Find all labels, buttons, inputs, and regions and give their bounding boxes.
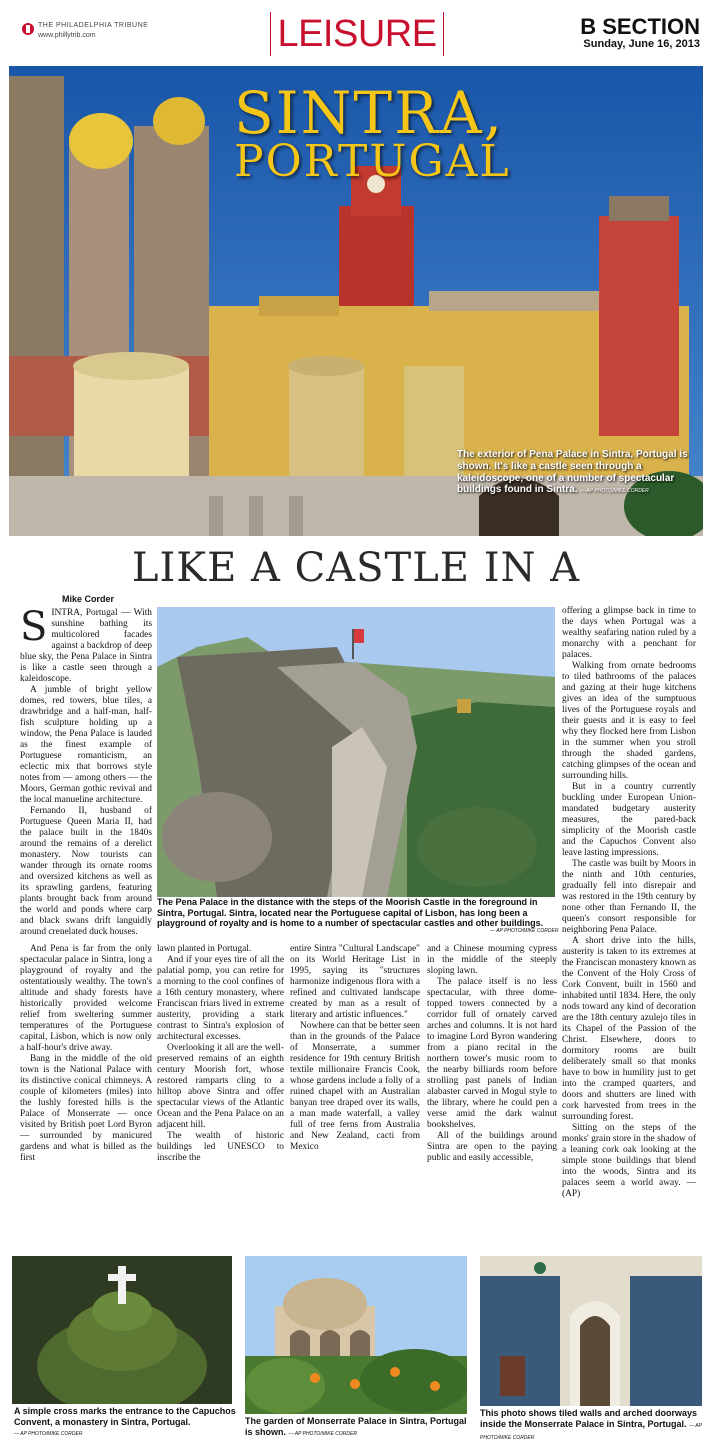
drop-cap: S [20, 608, 48, 650]
hero-photo [9, 66, 703, 536]
paragraph: Nowhere can that be better seen than in the grounds of the Palace of Monserrate, a summer residence for 19th century British textile millionaire Francis Cook, whose gardens include a folly of a ruined chapel with an Australian banyan tree draped over its walls, a man made waterfall, a valley full of tree ferns from Australia and New Zealand, cacti from Mexico [290, 1021, 420, 1152]
paragraph: But in a country currently buckling under European Union-mandated budgetary austerity measures, the pared-back simplicity of the Moorish castle and the Capuchos Convent also leave lasting impressions. [562, 782, 696, 858]
article-column-2 [157, 944, 284, 1246]
bottom-caption-1 [14, 1406, 236, 1440]
section-rule-left [270, 12, 271, 56]
paragraph: The castle was built by Moors in the ninth and 10th centuries, gradually fell into disrepair and was restored in the 19th century by none other than Fernando II, the queen's consort responsible for neighboring Pena Palace. [562, 859, 696, 935]
paper-name: THE PHILADELPHIA TRIBUNE [38, 22, 149, 29]
section-name: LEISURE [277, 13, 437, 55]
paragraph: And if your eyes tire of all the palatial pomp, you can retire for a morning to the cool confines of a 16th century monastery, where Franciscan friars lived in extreme austerity, providing a stark contrast to Sintra's explosion of architectural excesses. [157, 955, 284, 1042]
issue-date: Sunday, June 16, 2013 [583, 38, 700, 50]
section-letter: B SECTION [580, 14, 700, 39]
paragraph: offering a glimpse back in time to the days when Portugal was a wealthy seafaring nation ruled by a monarchy with a penchant for palaces. [562, 606, 696, 660]
monserrate-tiles-photo [480, 1256, 702, 1406]
bottom-caption-2-text: The garden of Monserrate Palace in Sintra, Portugal is shown. [245, 1416, 467, 1437]
bottom-caption-2 [245, 1416, 470, 1439]
moorish-castle-illustration [157, 607, 555, 897]
moorish-castle-photo [157, 607, 555, 897]
capuchos-cross-photo [12, 1256, 232, 1404]
cross-illustration [12, 1256, 232, 1404]
paragraph: All of the buildings around Sintra are open to the paying public and easily accessible, [427, 1131, 557, 1163]
paragraph: lawn planted in Portugal. [157, 944, 252, 954]
article-byline: Mike Corder [62, 594, 115, 604]
article-column-1-lower [20, 944, 152, 1246]
paragraph: A short drive into the hills, austerity is taken to its extremes at the Franciscan monastery known as the Convent of the Holy Cross of Cork Convent, built in 1560 and inhabited until 1834. Here, the only nods toward any kind of decoration are the 18th century azulejo tiles in its Chapel of the Passion of the Christ. Elsewhere, doors to dormitory rooms are built deliberately small so that monks have to bow in humility just to get into the cramped quarters, and doors and shutters are lined with cork harvested from trees in the surrounding forest. [562, 936, 696, 1122]
article-column-4 [427, 944, 557, 1246]
hero-title-line1: SINTRA, [234, 79, 505, 147]
paragraph: entire Sintra "Cultural Landscape" on its World Heritage List in 1995, saying its "structures harmonize indigenous flora with a refined and cultivated landscape created by man as a result of literary and artistic influences." [290, 944, 420, 1020]
monserrate-garden-photo [245, 1256, 467, 1414]
article-column-5 [562, 606, 696, 1246]
hero-title-line2: PORTUGAL [234, 136, 511, 188]
tiled-wall-illustration [480, 1256, 702, 1406]
bottom-caption-2-credit: — AP PHOTO/MIKE CORDER [288, 1430, 357, 1437]
hero-caption [457, 449, 689, 496]
article-column-1 [20, 608, 152, 944]
paragraph: Fernando II, husband of Portuguese Queen Maria II, had the palace built in the 1840s around the remains of a derelict monastery. Now tourists can wander through its ornate rooms and oversized kitchens as well as its sprawling gardens, featuring plants brought back from around the world and ponds where carp and black swans drift languidly around crenelated duck houses. [20, 806, 152, 937]
bottom-caption-3-credit: — AP PHOTO/MIKE CORDER [480, 1422, 702, 1441]
paragraph: Overlooking it all are the well-preserved remains of an eighth century Moorish fort, whose restored ramparts cling to a hilltop above Sintra and offer spectacular views of the Atlantic Ocean and the Pena Palace on an adjacent hill. [157, 1043, 284, 1130]
lead-paragraph [20, 608, 152, 685]
masthead [0, 0, 712, 64]
paragraph: And Pena is far from the only spectacular palace in Sintra, long a playground of royalty and the ostentatiously wealthy. The town's altitude and shady forests have historically provided welcome relief from sweltering summer temperatures of the Portuguese capital, Lisbon, which is now only a half-hour's drive away. [20, 944, 152, 1053]
paragraph: and a Chinese mourning cypress in the middle of the steeply sloping lawn. [427, 944, 557, 976]
article-column-3 [290, 944, 420, 1246]
mid-photo-caption: The Pena Palace in the distance with the steps of the Moorish Castle in the foreground in Sintra, Portugal. Sintra, located near the Portuguese capital of Lisbon, has long been a playground of royalty and is home to a number of spectacular castles and other buildings. [157, 897, 544, 929]
article-headline: LIKE A CASTLE IN A [131, 545, 581, 591]
bottom-caption-3 [480, 1408, 705, 1444]
paragraph: Walking from ornate bedrooms to tiled bathrooms of the palaces and gazing at their huge kitchens gives an idea of the sumptuous lives of the Portuguese royals and their guests and it is easy to feel why they flocked here from Lisbon in the summer when you stroll through the shaded gardens, catching glimpses of the ocean and surrounding hills. [562, 661, 696, 781]
paragraph: The wealth of historic buildings led UNESCO to inscribe the [157, 1131, 284, 1163]
section-rule-right [443, 12, 444, 56]
tribune-logo-icon [22, 23, 34, 35]
bottom-caption-1-credit: — AP PHOTO/MIKE CORDER [14, 1431, 83, 1437]
bottom-caption-3-text: This photo shows tiled walls and arched doorways inside the Monserrate Palace in Sintra, Portugal. [480, 1408, 698, 1429]
bottom-caption-1-text: A simple cross marks the entrance to the Capuchos Convent, a monastery in Sintra, Portugal. [14, 1406, 236, 1427]
mid-photo-credit: — AP PHOTO/MIKE CORDER [490, 928, 559, 934]
hero-photo-credit: — AP PHOTO/MIKE CORDER [580, 488, 649, 495]
paragraph: Bang in the middle of the old town is the National Palace with its distinctive conical chimneys. A couple of kilometers (miles) into the lushly forested hills is the Palace of Monserrate — once visited by British poet Lord Byron — surrounded by manicured gardens and what is billed as the first [20, 1054, 152, 1163]
paragraph: A jumble of bright yellow domes, red towers, blue tiles, a drawbridge and a half-man, half-fish sculpture holding up a window, the Pena Palace is lauded as the finest example of Portuguese romanticism, an eclectic mix that borrows style notes from — among others — the Moors, German gothic revival and the local manueline architecture. [20, 685, 152, 805]
hero-caption-text: The exterior of Pena Palace in Sintra, Portugal is shown. It's like a castle seen through a kaleidoscope, one of a number of spectacular buildings found in Sintra. [457, 449, 688, 496]
paper-url[interactable]: www.phillytrib.com [38, 32, 96, 39]
monserrate-illustration [245, 1256, 467, 1414]
paragraph: The palace itself is no less spectacular, with three dome-topped towers connected by a corridor full of ornately carved arches and columns. It is not hard to imagine Lord Byron wandering from a piano recital in the northern tower's music room to the nearby billiards room before strolling past panels of Indian alabaster carved in Mogul style to the library, where he could pen a verse amid the dark walnut bookshelves. [427, 977, 557, 1130]
lead-text: INTRA, Portugal — With sunshine bathing its multicolored facades against a backdrop of deep blue sky, the Pena Palace in Sintra is like a castle seen through a kaleidoscope. [20, 608, 152, 684]
hero-title [234, 79, 511, 188]
paragraph: Sitting on the steps of the monks' grain store in the shadow of a leaning cork oak looking at the simple stone buildings that blend into the woods, Sintra and its palaces seem a world away. — (AP) [562, 1123, 696, 1199]
